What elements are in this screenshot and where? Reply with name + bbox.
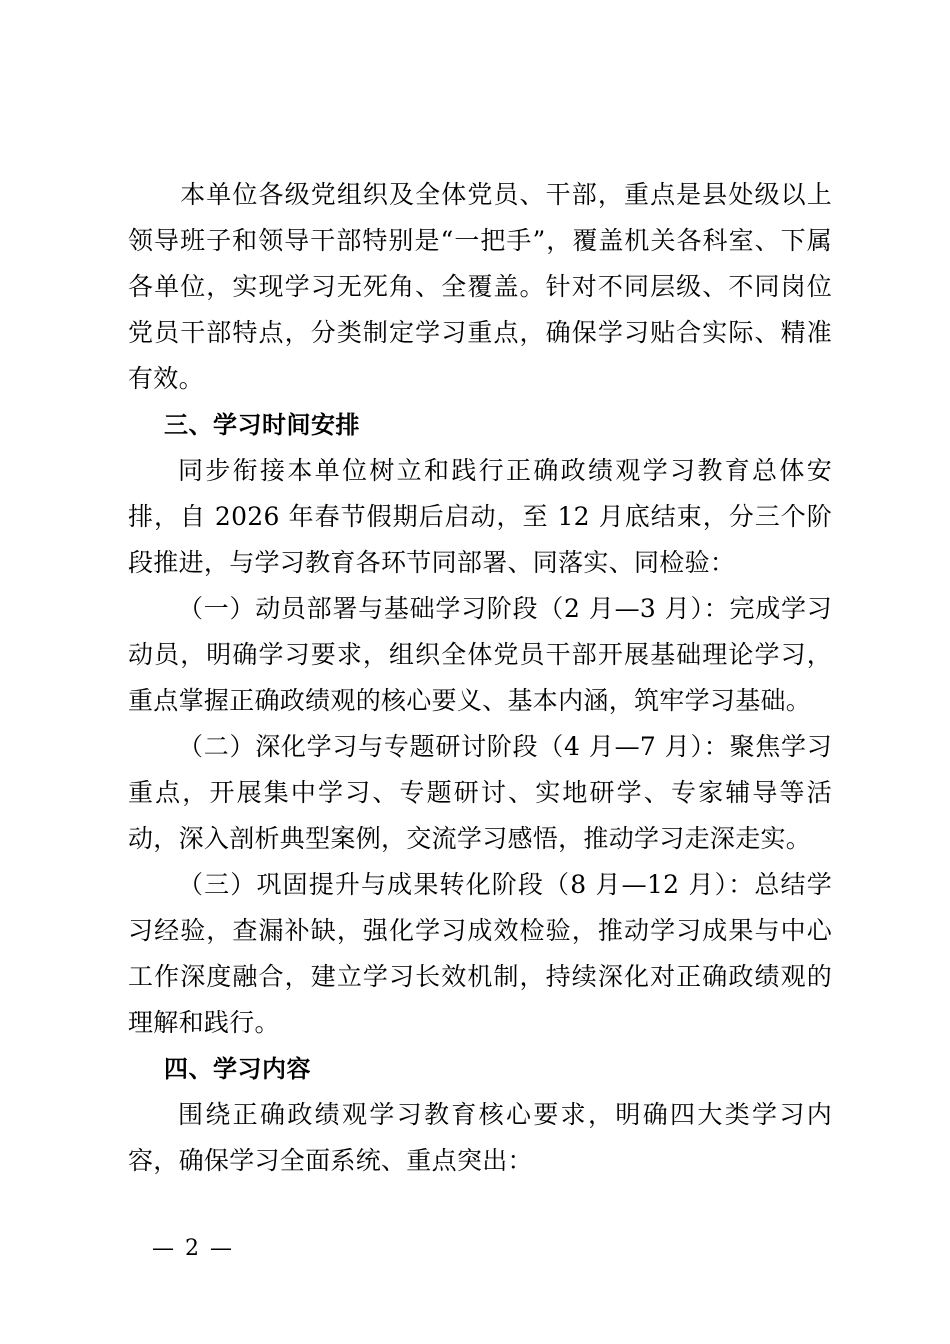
paragraph-stage-3: （三）巩固提升与成果转化阶段（8 月—12 月）：总结学习经验，查漏补缺，强化学习成效检验，推动学习成果与中心工作深度融合，建立学习长效机制，持续深化对正确政绩观的理解和践行。: [128, 870, 832, 1037]
paragraph-stage-1: （一）动员部署与基础学习阶段（2 月—3 月）：完成学习动员，明确学习要求，组织全体党员干部开展基础理论学习，重点掌握正确政绩观的核心要义、基本内涵，筑牢学习基础。: [128, 594, 832, 715]
paragraph-content-intro: 围绕正确政绩观学习教育核心要求，明确四大类学习内容，确保学习全面系统、重点突出：: [128, 1100, 832, 1175]
page-number: — 2 —: [152, 1236, 234, 1261]
paragraph-schedule-intro: 同步衔接本单位树立和践行正确政绩观学习教育总体安排，自 2026 年春节假期后启动，至 12 月底结束，分三个阶段推进，与学习教育各环节同部署、同落实、同检验：: [128, 456, 832, 577]
paragraph-scope: 本单位各级党组织及全体党员、干部，重点是县处级以上领导班子和领导干部特别是“一把手”，覆盖机关各科室、下属各单位，实现学习无死角、全覆盖。针对不同层级、不同岗位党员干部特点，分类制定学习重点，确保学习贴合实际、精准有效。: [128, 180, 832, 393]
heading-section-3: 三、学习时间安排: [164, 411, 360, 439]
document-body: [128, 172, 832, 1184]
heading-section-4: 四、学习内容: [164, 1055, 311, 1083]
paragraph-stage-2: （二）深化学习与专题研讨阶段（4 月—7 月）：聚焦学习重点，开展集中学习、专题研讨、实地研学、专家辅导等活动，深入剖析典型案例，交流学习感悟，推动学习走深走实。: [128, 732, 832, 853]
